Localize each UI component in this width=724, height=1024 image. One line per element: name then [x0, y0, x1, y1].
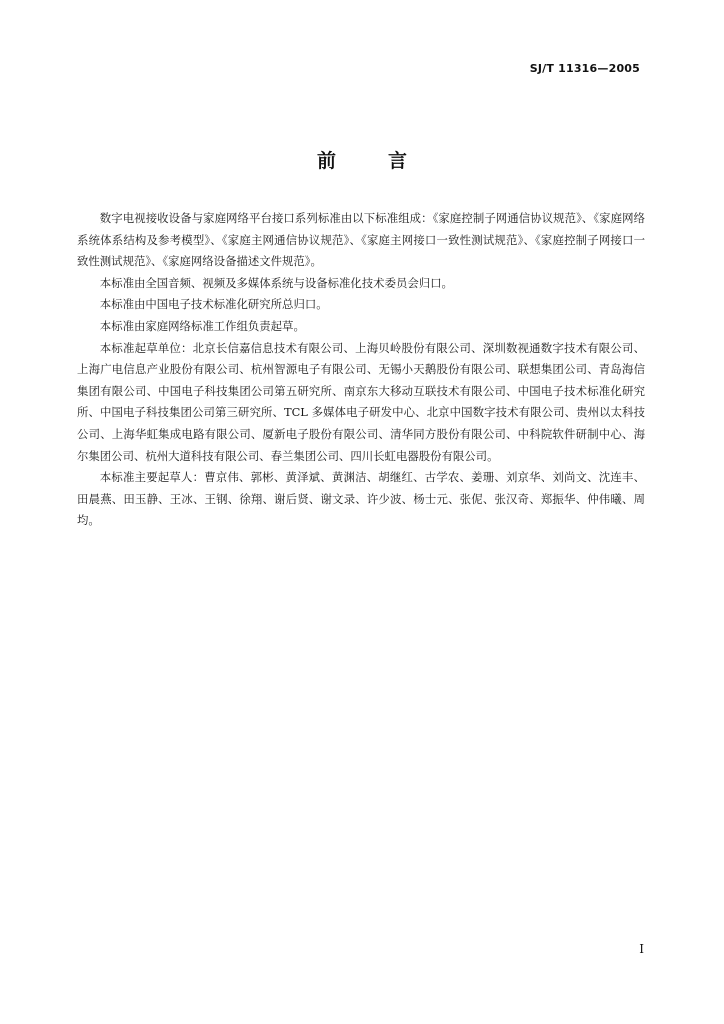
paragraph-drafting-organizations: 本标准起草单位：北京长信嘉信息技术有限公司、上海贝岭股份有限公司、深圳数视通数字技术有限公司、上海广电信息产业股份有限公司、杭州智源电子有限公司、无锡小天鹅股份有限公司、联想集团公司、青岛海信集团有限公司、中国电子科技集团公司第五研究所、南京东大移动互联技术有限公司、中国电子技术标准化研究所、中国电子科技集团公司第三研究所、TCL 多媒体电子研发中心、北京中国数字技术有限公司、贵州以太科技公司、上海华虹集成电路有限公司、厦新电子股份有限公司、清华同方股份有限公司、中科院软件研制中心、海尔集团公司、杭州大道科技有限公司、春兰集团公司、四川长虹电器股份有限公司。: [77, 340, 645, 463]
paragraph-series-composition: 数字电视接收设备与家庭网络平台接口系列标准由以下标准组成：《家庭控制子网通信协议规范》、《家庭网络系统体系结构及参考模型》、《家庭主网通信协议规范》、《家庭主网接口一致性测试规范》、《家庭控制子网接口一致性测试规范》、《家庭网络设备描述文件规范》。: [77, 211, 645, 269]
paragraph-main-drafters: 本标准主要起草人：曹京伟、郭彬、黄泽斌、黄渊洁、胡继红、古学农、姜珊、刘京华、刘尚文、沈连丰、田晨燕、田玉静、王冰、王钢、徐翔、谢后贤、谢文录、许少波、杨士元、张伲、张汉奇、郑振华、仲伟曦、周均。: [77, 470, 645, 528]
page-number: I: [639, 942, 644, 956]
paragraph-general-administration: 本标准由中国电子技术标准化研究所总归口。: [99, 297, 328, 312]
paragraph-technical-committee: 本标准由全国音频、视频及多媒体系统与设备标准化技术委员会归口。: [99, 275, 453, 290]
page-title: 前言: [316, 150, 459, 172]
paragraph-drafting-group: 本标准由家庭网络标准工作组负责起草。: [99, 318, 305, 333]
foreword-body: [77, 208, 645, 532]
standard-number: SJ/T 11316—2005: [529, 62, 640, 75]
